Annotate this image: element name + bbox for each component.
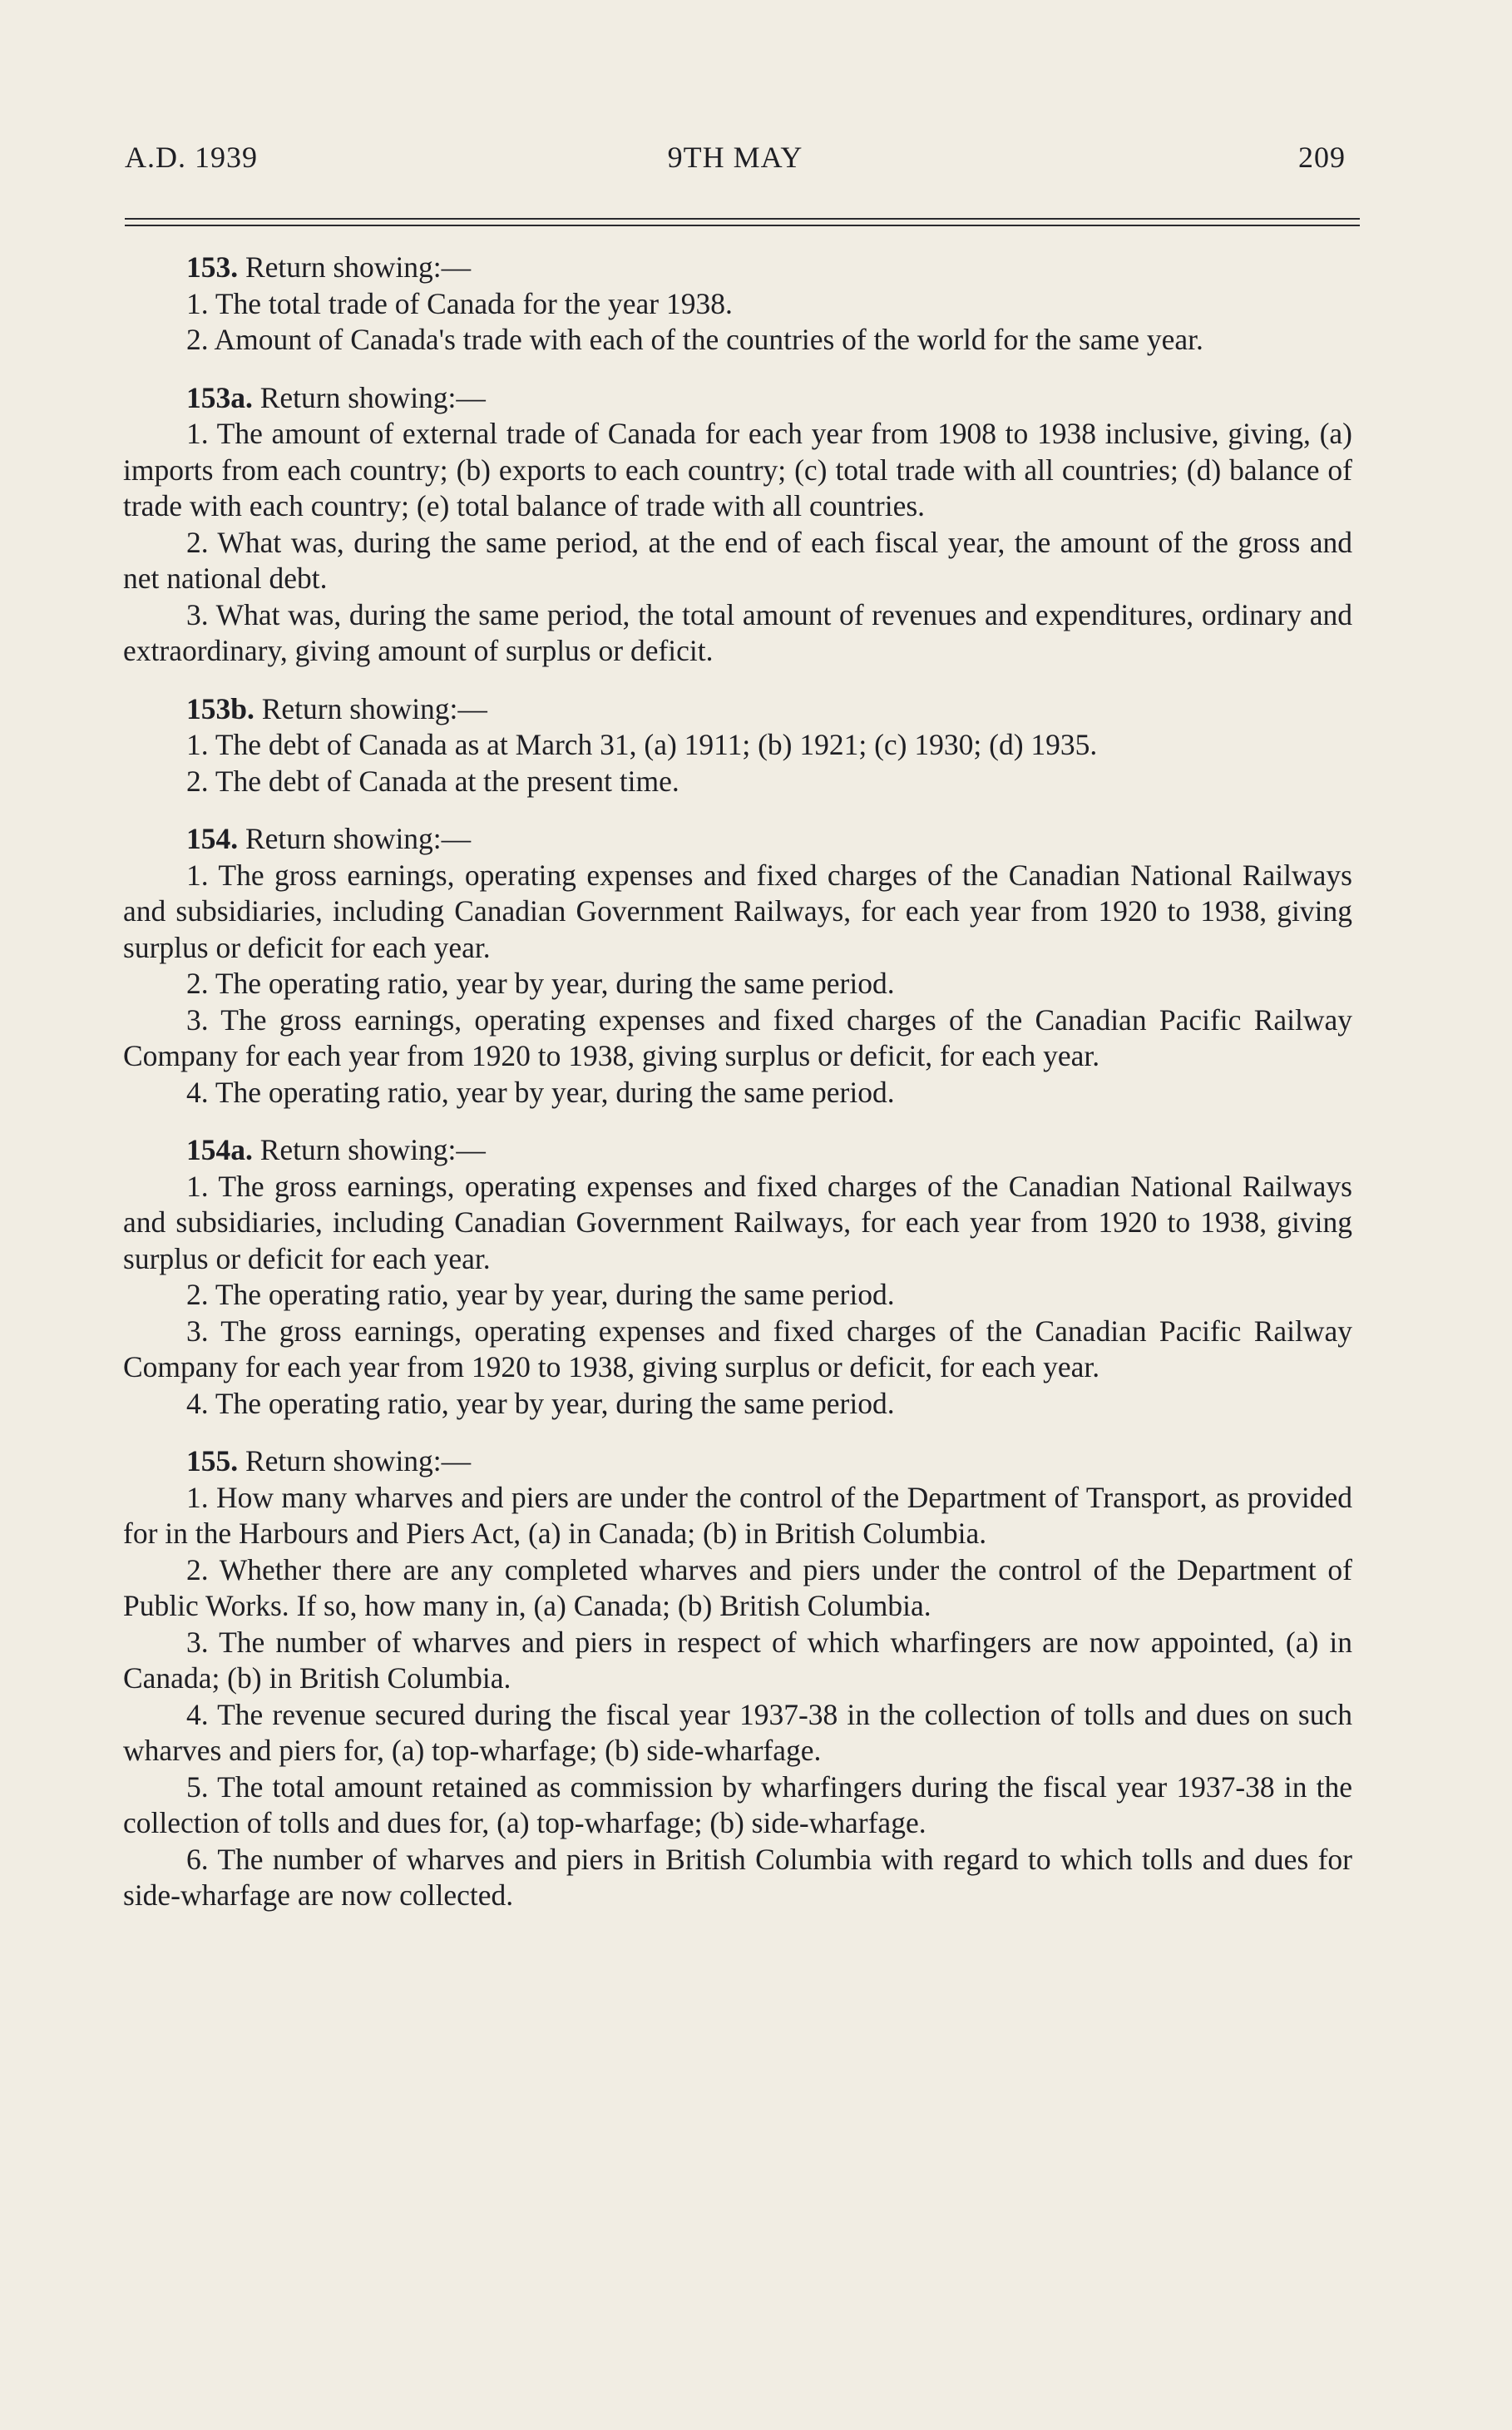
section-heading bbox=[123, 1132, 1352, 1169]
list-item: 2. Amount of Canada's trade with each of the countries of the world for the same year. bbox=[186, 323, 1203, 356]
list-item: 1. The total trade of Canada for the year 1938. bbox=[186, 286, 733, 320]
list-item: 2. The operating ratio, year by year, during the same period. bbox=[186, 1278, 895, 1311]
section-title: Return showing:— bbox=[245, 250, 472, 284]
section-number: 153a. bbox=[186, 380, 253, 414]
section-number: 153. bbox=[186, 250, 239, 284]
header-year: A.D. 1939 bbox=[125, 141, 258, 174]
section-heading bbox=[123, 1443, 1352, 1480]
section-154 bbox=[123, 821, 1352, 1111]
section-heading bbox=[123, 691, 1352, 728]
section-155 bbox=[123, 1443, 1352, 1914]
list-item: 2. What was, during the same period, at the end of each fiscal year, the amount of the gross and net national debt. bbox=[123, 525, 1352, 595]
section-number: 154a. bbox=[186, 1133, 253, 1166]
list-item: 2. Whether there are any completed wharves and piers under the control of the Department of Public Works. If so, how many in, (a) Canada; (b) British Columbia. bbox=[123, 1552, 1352, 1622]
list-item: 1. The gross earnings, operating expenses and fixed charges of the Canadian National Railways and subsidiaries, including Canadian Government Railways, for each year from 1920 to 1938, giving surplus or deficit for each year. bbox=[123, 1169, 1352, 1275]
header-date: 9TH MAY bbox=[667, 141, 803, 174]
document-body bbox=[123, 250, 1352, 1936]
section-153a bbox=[123, 380, 1352, 670]
section-title: Return showing:— bbox=[245, 822, 472, 855]
list-item: 1. The amount of external trade of Canada for each year from 1908 to 1938 inclusive, giving, (a) imports from each country; (b) exports to each country; (c) total trade with all countries; (d) balance of trade with each country; (e) total balance of trade with all countries. bbox=[123, 417, 1352, 522]
list-item: 3. The gross earnings, operating expenses and fixed charges of the Canadian Pacific Railway Company for each year from 1920 to 1938, giving surplus or deficit, for each year. bbox=[123, 1002, 1352, 1072]
list-item: 3. The number of wharves and piers in respect of which wharfingers are now appointed, (a) in Canada; (b) in British Columbia. bbox=[123, 1625, 1352, 1695]
section-153 bbox=[123, 250, 1352, 359]
list-item: 4. The operating ratio, year by year, during the same period. bbox=[186, 1075, 895, 1109]
section-number: 154. bbox=[186, 822, 239, 855]
section-heading bbox=[123, 250, 1352, 286]
page-number: 209 bbox=[1298, 141, 1346, 174]
header-rule-top bbox=[125, 218, 1360, 220]
list-item: 5. The total amount retained as commission by wharfingers during the fiscal year 1937-38 in the collection of tolls and dues for, (a) top-wharfage; (b) side-wharfage. bbox=[123, 1769, 1352, 1839]
list-item: 2. The debt of Canada at the present time. bbox=[186, 764, 679, 798]
list-item: 1. The gross earnings, operating expenses and fixed charges of the Canadian National Railways and subsidiaries, including Canadian Government Railways, for each year from 1920 to 1938, giving surplus or deficit for each year. bbox=[123, 858, 1352, 964]
list-item: 1. How many wharves and piers are under the control of the Department of Transport, as provided for in the Harbours and Piers Act, (a) in Canada; (b) in British Columbia. bbox=[123, 1480, 1352, 1550]
list-item: 4. The revenue secured during the fiscal year 1937-38 in the collection of tolls and dues on such wharves and piers for, (a) top-wharfage; (b) side-wharfage. bbox=[123, 1697, 1352, 1767]
section-number: 155. bbox=[186, 1444, 239, 1477]
section-number: 153b. bbox=[186, 691, 254, 725]
section-title: Return showing:— bbox=[245, 1444, 472, 1477]
section-heading bbox=[123, 821, 1352, 858]
list-item: 3. The gross earnings, operating expenses and fixed charges of the Canadian Pacific Railway Company for each year from 1920 to 1938, giving surplus or deficit, for each year. bbox=[123, 1314, 1352, 1383]
section-title: Return showing:— bbox=[261, 691, 487, 725]
list-item: 2. The operating ratio, year by year, during the same period. bbox=[186, 967, 895, 1000]
section-title: Return showing:— bbox=[259, 380, 486, 414]
section-title: Return showing:— bbox=[259, 1133, 486, 1166]
header-rule-bottom bbox=[125, 225, 1360, 226]
list-item: 1. The debt of Canada as at March 31, (a) 1911; (b) 1921; (c) 1930; (d) 1935. bbox=[186, 728, 1098, 761]
list-item: 4. The operating ratio, year by year, during the same period. bbox=[186, 1386, 895, 1420]
page-header bbox=[125, 140, 1346, 190]
section-153b bbox=[123, 691, 1352, 800]
list-item: 6. The number of wharves and piers in British Columbia with regard to which tolls and dues for side-wharfage are now collected. bbox=[123, 1842, 1352, 1912]
section-heading bbox=[123, 380, 1352, 417]
list-item: 3. What was, during the same period, the total amount of revenues and expenditures, ordinary and extraordinary, giving amount of surplus or deficit. bbox=[123, 597, 1352, 667]
section-154a bbox=[123, 1132, 1352, 1422]
